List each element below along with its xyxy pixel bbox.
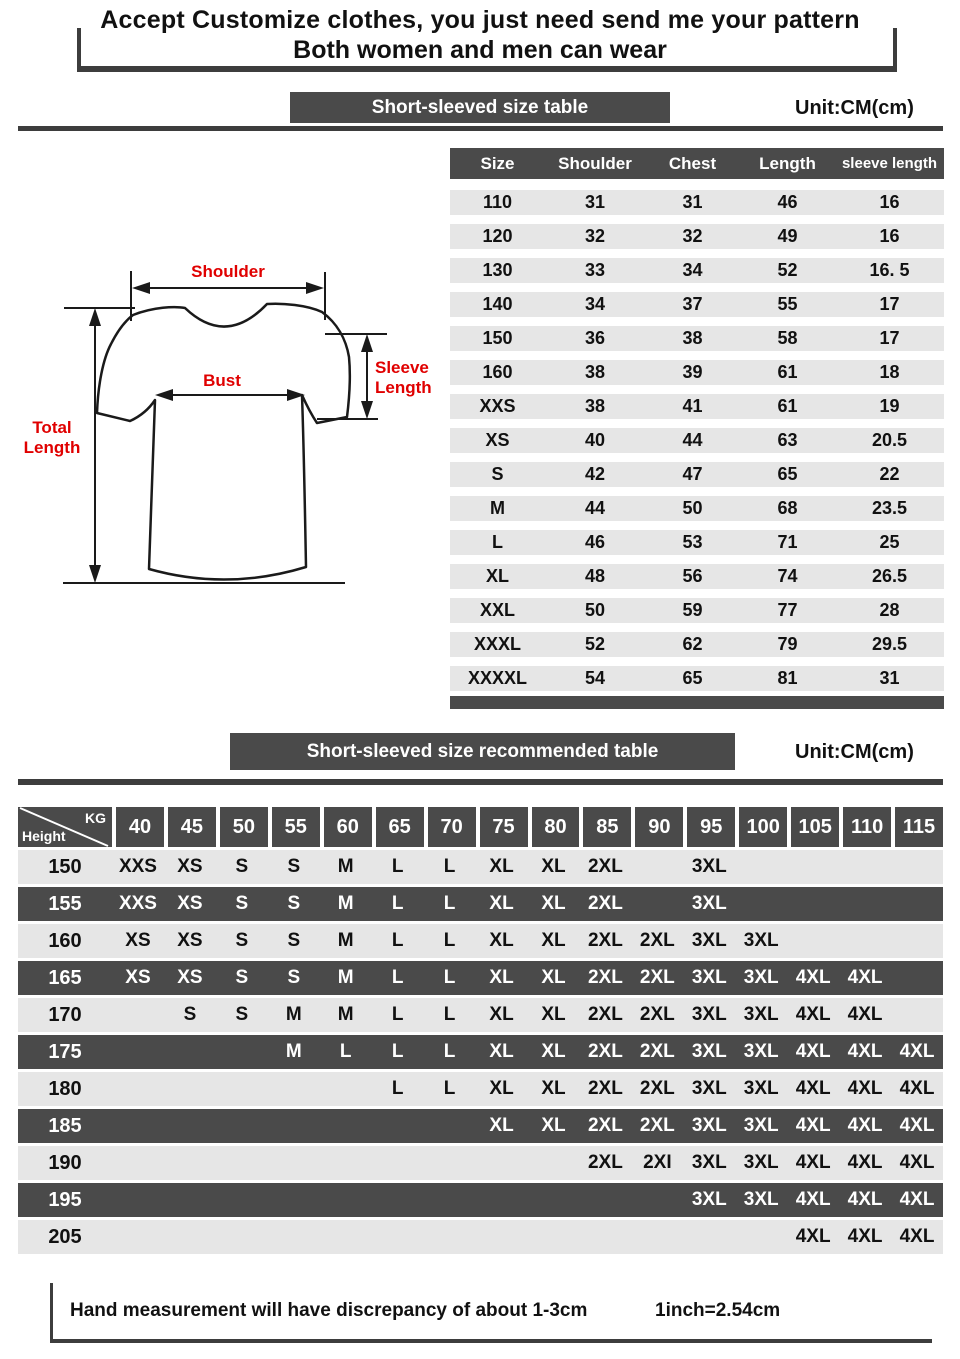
size-column-header: Shoulder	[558, 153, 632, 173]
height-row-label: 185	[48, 1114, 82, 1137]
size-cell-label: S	[491, 464, 504, 484]
recommend-size-cell: XL	[489, 1004, 514, 1025]
recommend-size-cell: S	[183, 1004, 197, 1025]
recommend-size-cell: 2XL	[639, 1078, 675, 1099]
size-column-header: Chest	[668, 153, 717, 173]
size-cell-label: XXS	[479, 396, 516, 416]
recommend-size-cell: 4XL	[847, 1078, 883, 1099]
recommend-size-cell: S	[235, 856, 249, 877]
recommend-size-cell: XL	[541, 930, 566, 951]
height-row-label: 175	[48, 1040, 82, 1063]
size-cell-value: 79	[777, 634, 798, 654]
size-cell-value: 56	[682, 566, 703, 586]
recommend-table-row	[18, 1146, 943, 1180]
size-cell-value: 31	[682, 192, 703, 212]
recommend-size-cell: XL	[541, 1004, 566, 1025]
weight-column-header: 70	[428, 807, 476, 847]
weight-column-header: 65	[376, 807, 424, 847]
size-cell-value: 81	[777, 668, 798, 688]
size-cell-value: 32	[584, 226, 606, 246]
recommend-size-cell: 4XL	[795, 1115, 831, 1136]
recommend-size-cell: 2XL	[639, 930, 675, 951]
recommend-size-cell: 2XI	[643, 1152, 672, 1173]
weight-column-header: 115	[895, 807, 943, 847]
recommend-size-cell: 4XL	[847, 1189, 883, 1210]
recommend-size-cell: XL	[541, 1115, 566, 1136]
recommend-size-cell: L	[391, 1041, 404, 1062]
size-cell-value: 49	[777, 226, 798, 246]
recommend-size-cell: XL	[489, 930, 514, 951]
recommend-size-cell: 3XL	[743, 1041, 779, 1062]
recommend-size-cell: 4XL	[795, 1004, 831, 1025]
height-row-label: 195	[48, 1188, 82, 1211]
diagram-label-bust: Bust	[203, 371, 241, 390]
recommend-size-cell: L	[391, 930, 404, 951]
recommend-size-cell: S	[235, 893, 249, 914]
size-cell-value: 65	[682, 668, 703, 688]
size-cell-label: XXL	[479, 600, 515, 620]
recommend-size-cell: 3XL	[743, 930, 779, 951]
size-cell-value: 18	[879, 362, 900, 382]
recommend-size-cell: S	[287, 930, 301, 951]
size-cell-value: 58	[777, 328, 798, 348]
recommend-size-cell: 4XL	[847, 1115, 883, 1136]
recommend-size-cell: 4XL	[847, 967, 883, 988]
recommend-size-cell: XL	[489, 1041, 514, 1062]
recommend-size-cell: L	[391, 1004, 404, 1025]
recommend-size-cell: XL	[489, 856, 514, 877]
weight-column-header: 80	[532, 807, 580, 847]
diagram-label-total-1: Total	[32, 418, 72, 437]
weight-column-header: 85	[583, 807, 631, 847]
recommend-size-cell: XS	[177, 930, 203, 951]
footer-conversion: 1inch=2.54cm	[655, 1300, 781, 1321]
size-cell-value: 22	[879, 464, 900, 484]
size-cell-value: 47	[682, 464, 703, 484]
recommend-size-cell: L	[391, 1078, 404, 1099]
size-cell-label: L	[492, 532, 503, 552]
size-cell-label: 120	[482, 226, 513, 246]
size-cell-label: 150	[482, 328, 513, 348]
size-cell-value: 38	[682, 328, 703, 348]
size-cell-value: 32	[682, 226, 703, 246]
recommend-size-cell: M	[337, 930, 354, 951]
recommend-size-cell: 4XL	[847, 1152, 883, 1173]
recommend-size-cell: 3XL	[743, 1115, 779, 1136]
size-table-row	[450, 564, 944, 589]
height-row-label: 160	[48, 929, 82, 952]
recommend-size-cell: L	[391, 893, 404, 914]
size-column-header: sleeve length	[841, 155, 938, 172]
recommend-size-cell: L	[443, 930, 456, 951]
recommend-corner-cell	[18, 807, 112, 847]
recommend-size-cell: 4XL	[847, 1226, 883, 1247]
section1-title: Short-sleeved size table	[290, 92, 670, 123]
weight-column-header: 75	[480, 807, 528, 847]
size-cell-value: 46	[584, 532, 606, 552]
size-cell-value: 61	[777, 396, 798, 416]
recommend-size-cell: 2XL	[587, 1004, 623, 1025]
height-row-label: 165	[48, 966, 82, 989]
height-row-label: 180	[48, 1077, 82, 1100]
weight-column-header: 105	[791, 807, 839, 847]
size-cell-value: 33	[584, 260, 606, 280]
size-cell-value: 52	[584, 634, 606, 654]
size-cell-value: 26.5	[871, 566, 908, 586]
size-cell-label: 140	[482, 294, 513, 314]
recommend-size-cell: XL	[541, 893, 566, 914]
banner-line-2: Both women and men can wear	[293, 36, 667, 64]
size-table-row	[450, 258, 944, 283]
corner-height-label: Height	[22, 828, 66, 844]
recommend-size-cell: XL	[541, 1078, 566, 1099]
weight-column-header: 50	[220, 807, 268, 847]
size-cell-value: 34	[584, 294, 606, 314]
recommend-size-cell: XL	[541, 856, 566, 877]
weight-column-header: 45	[168, 807, 216, 847]
recommend-size-cell: 2XL	[587, 1115, 623, 1136]
weight-column-header: 95	[687, 807, 735, 847]
recommend-size-cell: L	[443, 1004, 456, 1025]
size-cell-label: XL	[485, 566, 509, 586]
size-table-bottom-bar	[450, 696, 944, 709]
size-cell-label: XS	[485, 430, 510, 450]
recommend-size-cell: XXS	[118, 856, 157, 877]
divider-1	[18, 126, 943, 131]
recommend-size-cell: 4XL	[899, 1226, 935, 1247]
recommend-size-cell: 4XL	[795, 1226, 831, 1247]
size-table-row	[450, 190, 944, 215]
recommend-size-cell: 2XL	[587, 856, 623, 877]
recommend-size-cell: L	[443, 893, 456, 914]
size-cell-value: 41	[682, 396, 703, 416]
size-table-row	[450, 394, 944, 419]
diagram-label-sleeve-2: Length	[375, 378, 432, 397]
diagram-label-shoulder: Shoulder	[191, 262, 265, 281]
section2-unit: Unit:CM(cm)	[795, 741, 914, 763]
size-cell-value: 61	[777, 362, 798, 382]
recommend-size-cell: XXS	[118, 893, 157, 914]
recommend-size-cell: 2XL	[587, 893, 623, 914]
recommend-size-cell: 4XL	[847, 1004, 883, 1025]
size-table-row	[450, 530, 944, 555]
size-cell-value: 25	[879, 532, 900, 552]
recommend-size-cell: 3XL	[691, 1004, 727, 1025]
size-cell-value: 17	[879, 328, 900, 348]
recommend-size-cell: 4XL	[899, 1041, 935, 1062]
section1-unit: Unit:CM(cm)	[795, 97, 914, 119]
recommend-size-cell: 4XL	[899, 1078, 935, 1099]
size-cell-value: 36	[584, 328, 606, 348]
recommend-size-cell: XS	[125, 967, 151, 988]
size-cell-value: 55	[777, 294, 798, 314]
recommend-size-cell: 2XL	[587, 1078, 623, 1099]
recommend-size-cell: 2XL	[639, 1004, 675, 1025]
recommend-size-cell: L	[339, 1041, 352, 1062]
size-table-header	[450, 148, 944, 179]
weight-column-header: 110	[843, 807, 891, 847]
size-column-header: Size	[480, 153, 515, 173]
recommend-size-cell: M	[337, 967, 354, 988]
size-cell-value: 44	[584, 498, 606, 518]
size-table-row	[450, 292, 944, 317]
recommend-table-header	[18, 807, 943, 847]
recommend-size-cell: 3XL	[743, 967, 779, 988]
size-table-row	[450, 360, 944, 385]
recommend-size-cell: 4XL	[847, 1041, 883, 1062]
recommend-size-cell: M	[285, 1004, 302, 1025]
recommend-size-cell: 4XL	[795, 1041, 831, 1062]
recommend-size-cell: XL	[489, 1115, 514, 1136]
weight-column-header: 100	[739, 807, 787, 847]
recommend-size-cell: 3XL	[691, 1078, 727, 1099]
size-cell-value: 38	[584, 396, 606, 416]
size-cell-label: XXXXL	[467, 668, 528, 688]
size-cell-value: 31	[584, 192, 606, 212]
size-table-row	[450, 326, 944, 351]
recommend-size-cell: S	[235, 1004, 249, 1025]
size-cell-value: 28	[879, 600, 900, 620]
size-cell-value: 19	[879, 396, 900, 416]
recommend-size-cell: XL	[541, 1041, 566, 1062]
size-cell-value: 65	[777, 464, 798, 484]
recommend-size-cell: 4XL	[795, 1152, 831, 1173]
recommend-size-cell: M	[285, 1041, 302, 1062]
height-row-label: 155	[48, 892, 82, 915]
size-cell-label: XXXL	[473, 634, 521, 654]
recommend-size-cell: L	[443, 967, 456, 988]
section2-title: Short-sleeved size recommended table	[230, 733, 735, 770]
size-table-row	[450, 224, 944, 249]
recommend-size-cell: 2XL	[587, 967, 623, 988]
recommend-size-cell: M	[337, 1004, 354, 1025]
size-table-row	[450, 462, 944, 487]
size-table-row	[450, 632, 944, 657]
height-row-label: 190	[48, 1151, 82, 1174]
recommend-size-cell: 2XL	[587, 930, 623, 951]
size-cell-value: 34	[682, 260, 703, 280]
size-cell-value: 74	[777, 566, 798, 586]
recommend-size-cell: XS	[177, 856, 203, 877]
size-cell-value: 48	[584, 566, 606, 586]
footer-note: Hand measurement will have discrepancy of about 1-3cm	[70, 1300, 588, 1321]
size-cell-value: 38	[584, 362, 606, 382]
recommend-size-cell: 2XL	[639, 1041, 675, 1062]
recommend-size-cell: 4XL	[899, 1189, 935, 1210]
recommend-size-cell: 3XL	[743, 1078, 779, 1099]
recommend-size-cell: 3XL	[691, 1115, 727, 1136]
recommend-size-cell: 4XL	[795, 1078, 831, 1099]
recommend-table-rows	[18, 850, 943, 1254]
diagram-label-total-2: Length	[23, 438, 81, 457]
size-cell-label: 110	[482, 192, 513, 212]
tshirt-measurement-diagram	[15, 245, 445, 623]
recommend-size-cell: 3XL	[691, 967, 727, 988]
size-table-rows	[450, 190, 944, 691]
size-cell-value: 52	[777, 260, 798, 280]
recommend-size-cell: S	[287, 856, 301, 877]
recommend-size-cell: M	[337, 856, 354, 877]
size-cell-value: 44	[682, 430, 703, 450]
size-cell-value: 63	[777, 430, 798, 450]
recommend-size-cell: 3XL	[691, 1189, 727, 1210]
recommend-size-cell: 3XL	[691, 1152, 727, 1173]
size-cell-value: 37	[682, 294, 703, 314]
size-table-row	[450, 598, 944, 623]
diagram-label-sleeve-1: Sleeve	[375, 358, 429, 377]
recommend-size-cell: XL	[489, 967, 514, 988]
recommend-table-row	[18, 1072, 943, 1106]
size-cell-value: 23.5	[871, 498, 908, 518]
size-cell-label: 130	[482, 260, 513, 280]
recommend-size-cell: L	[443, 1078, 456, 1099]
recommend-table	[18, 807, 943, 1254]
height-row-label: 170	[48, 1003, 82, 1026]
recommend-table-row	[18, 887, 943, 921]
weight-column-header: 90	[635, 807, 683, 847]
recommend-size-cell: 3XL	[743, 1152, 779, 1173]
size-table-row	[450, 496, 944, 521]
recommend-size-cell: 2XL	[587, 1152, 623, 1173]
recommend-table-row	[18, 1109, 943, 1143]
size-cell-value: 71	[777, 532, 798, 552]
recommend-table-row	[18, 961, 943, 995]
recommend-size-cell: 3XL	[691, 856, 727, 877]
recommend-size-cell: XS	[125, 930, 151, 951]
recommend-size-cell: S	[235, 967, 249, 988]
recommend-size-cell: 3XL	[691, 893, 727, 914]
divider-2	[18, 779, 943, 785]
footer-border-bottom	[50, 1339, 932, 1343]
recommend-size-cell: 4XL	[899, 1115, 935, 1136]
tshirt-outline	[97, 304, 350, 580]
size-cell-value: 62	[682, 634, 703, 654]
recommend-size-cell: XL	[489, 893, 514, 914]
height-row-label: 150	[48, 855, 82, 878]
size-cell-value: 16. 5	[869, 260, 910, 280]
size-table-row	[450, 666, 944, 691]
recommend-table-row	[18, 1183, 943, 1217]
size-cell-value: 17	[879, 294, 900, 314]
recommend-size-cell: 2XL	[639, 1115, 675, 1136]
recommend-size-cell: 4XL	[795, 1189, 831, 1210]
size-cell-value: 53	[682, 532, 703, 552]
recommend-size-cell: S	[235, 930, 249, 951]
size-cell-value: 16	[879, 226, 900, 246]
footer-border-left	[50, 1283, 53, 1343]
size-cell-value: 40	[584, 430, 606, 450]
size-cell-label: M	[490, 498, 505, 518]
size-cell-label: 160	[482, 362, 513, 382]
weight-column-header: 60	[324, 807, 372, 847]
recommend-size-cell: XS	[177, 967, 203, 988]
recommend-table-row	[18, 924, 943, 958]
recommend-size-cell: S	[287, 893, 301, 914]
size-cell-value: 77	[777, 600, 798, 620]
recommend-size-cell: M	[337, 893, 354, 914]
size-cell-value: 50	[682, 498, 703, 518]
recommend-size-cell: 3XL	[743, 1189, 779, 1210]
recommend-size-cell: 2XL	[587, 1041, 623, 1062]
size-table	[450, 148, 944, 709]
banner-line-1: Accept Customize clothes, you just need send me your pattern	[100, 6, 860, 34]
height-row-label: 205	[48, 1225, 82, 1248]
recommend-size-cell: S	[287, 967, 301, 988]
recommend-table-row	[18, 850, 943, 884]
size-cell-value: 68	[777, 498, 798, 518]
recommend-size-cell: XS	[177, 893, 203, 914]
recommend-size-cell: 4XL	[795, 967, 831, 988]
size-cell-value: 31	[879, 668, 900, 688]
weight-column-header: 40	[116, 807, 164, 847]
size-cell-value: 16	[879, 192, 900, 212]
size-cell-value: 46	[777, 192, 798, 212]
recommend-size-cell: L	[443, 856, 456, 877]
recommend-size-cell: 3XL	[743, 1004, 779, 1025]
recommend-size-cell: XL	[489, 1078, 514, 1099]
recommend-table-row	[18, 998, 943, 1032]
recommend-size-cell: XL	[541, 967, 566, 988]
recommend-table-row	[18, 1035, 943, 1069]
size-cell-value: 59	[682, 600, 703, 620]
size-cell-value: 54	[584, 668, 606, 688]
recommend-table-row	[18, 1220, 943, 1254]
size-column-header: Length	[759, 153, 816, 173]
size-cell-value: 20.5	[871, 430, 908, 450]
size-cell-value: 39	[682, 362, 703, 382]
recommend-size-cell: 2XL	[639, 967, 675, 988]
size-cell-value: 29.5	[871, 634, 908, 654]
recommend-size-cell: 3XL	[691, 930, 727, 951]
size-cell-value: 50	[584, 600, 606, 620]
recommend-size-cell: L	[391, 967, 404, 988]
recommend-size-cell: L	[391, 856, 404, 877]
size-cell-value: 42	[584, 464, 606, 484]
recommend-size-cell: 4XL	[899, 1152, 935, 1173]
recommend-size-cell: 3XL	[691, 1041, 727, 1062]
corner-kg-label: KG	[85, 810, 106, 826]
weight-column-header: 55	[272, 807, 320, 847]
size-table-row	[450, 428, 944, 453]
recommend-size-cell: L	[443, 1041, 456, 1062]
